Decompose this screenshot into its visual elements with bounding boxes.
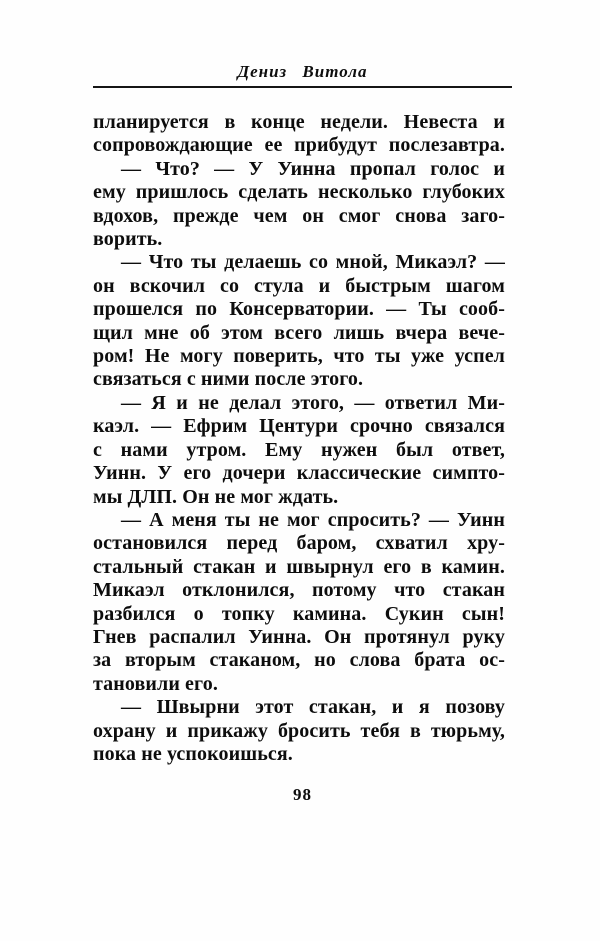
text-line: — Что ты делаешь со мной, Микаэл? —: [121, 251, 505, 274]
text-line: щил мне об этом всего лишь вчера вече-: [93, 321, 505, 344]
text-line: с нами утром. Ему нужен был ответ,: [93, 438, 505, 461]
text-line: связаться с ними после этого.: [93, 368, 364, 391]
running-header-title: Дениз Витола: [237, 62, 368, 81]
text-line: Гнев распалил Уинна. Он протянул руку: [93, 625, 505, 648]
text-line: пока не успокоишься.: [93, 742, 293, 765]
page-number: 98: [293, 785, 312, 804]
text-line: ром! Не могу поверить, что ты уже успел: [93, 345, 505, 368]
text-line: сопровождающие ее прибудут послезавтра.: [93, 134, 505, 157]
text-line: Микаэл отклонился, потому что стакан: [93, 579, 505, 602]
text-line: — Я и не делал этого, — ответил Ми-: [121, 391, 505, 414]
page-body: [93, 111, 505, 766]
text-line: он вскочил со стула и быстрым шагом: [93, 274, 505, 297]
text-line: — А меня ты не мог спросить? — Уинн: [121, 508, 505, 531]
text-line: тановили его.: [93, 672, 218, 695]
text-line: — Швырни этот стакан, и я позову: [121, 696, 505, 719]
text-line: ему пришлось сделать несколько глубоких: [93, 181, 505, 204]
text-line: каэл. — Ефрим Центури срочно связался: [93, 415, 505, 438]
text-line: мы ДЛП. Он не мог ждать.: [93, 485, 339, 508]
text-line: разбился о топку камина. Сукин сын!: [93, 602, 505, 625]
text-line: планируется в конце недели. Невеста и: [93, 111, 505, 133]
text-line: стальный стакан и швырнул его в камин.: [93, 555, 505, 578]
running-head: [93, 0, 512, 82]
text-line: Уинн. У его дочери классические симпто-: [93, 462, 505, 485]
text-line: прошелся по Консерватории. — Ты сооб-: [93, 298, 505, 321]
text-line: остановился перед баром, схватил хру-: [93, 532, 505, 555]
text-line: ворить.: [93, 228, 163, 251]
text-line: охрану и прикажу бросить тебя в тюрьму,: [93, 719, 505, 742]
header-rule: [93, 86, 512, 88]
text-line: вдохов, прежде чем он смог снова заго-: [93, 204, 505, 227]
text-line: за вторым стаканом, но слова брата ос-: [93, 649, 505, 672]
text-line: — Что? — У Уинна пропал голос и: [121, 157, 505, 180]
